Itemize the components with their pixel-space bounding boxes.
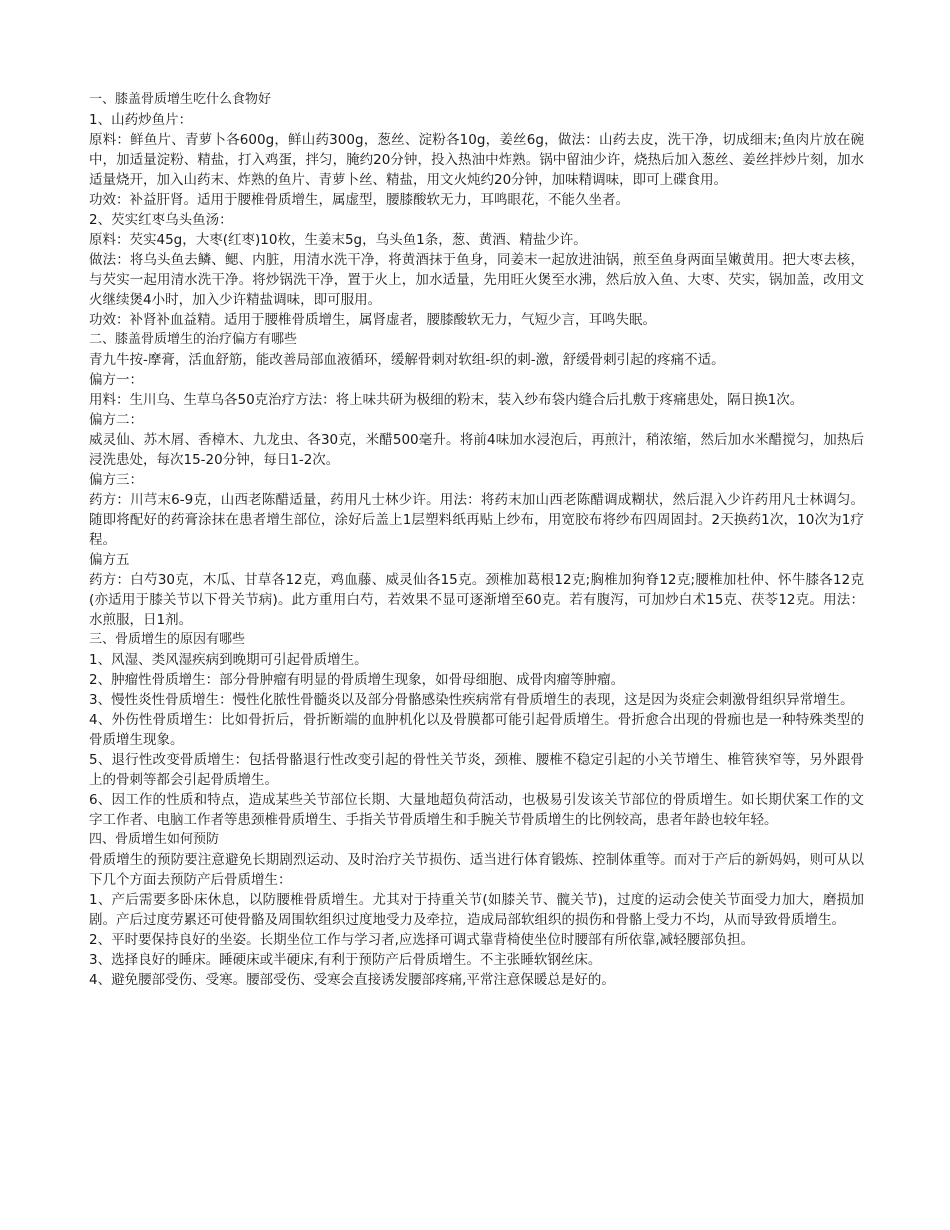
paragraph: 1、风湿、类风湿疾病到晚期可引起骨质增生。	[89, 652, 368, 668]
paragraph: 偏方一：	[89, 372, 143, 388]
paragraph: 偏方二：	[89, 412, 143, 428]
paragraph: 4、避免腰部受伤、受寒。腰部受伤、受寒会直接诱发腰部疼痛,平常注意保暖总是好的。	[89, 972, 615, 988]
paragraph: 1、山药炒鱼片：	[89, 112, 193, 128]
paragraph: 功效：补益肝肾。适用于腰椎骨质增生，属虚型，腰膝酸软无力，耳鸣眼花，不能久坐者。	[89, 192, 629, 208]
section-heading: 一、膝盖骨质增生吃什么食物好	[89, 92, 272, 107]
paragraph: 用料：生川乌、生草乌各50克治疗方法：将上味共研为极细的粉末，装入纱布袋内缝合后扎敷于疼痛患处，隔日换1次。	[89, 392, 804, 408]
paragraph: 5、退行性改变骨质增生：包括骨骼退行性改变引起的骨性关节炎，颈椎、腰椎不稳定引起的小关节增生、椎管狭窄等，另外跟骨上的骨刺等都会引起骨质增生。	[89, 752, 864, 788]
paragraph: 偏方三：	[89, 472, 143, 488]
paragraph: 6、因工作的性质和特点，造成某些关节部位长期、大量地超负荷活动，也极易引发该关节部位的骨质增生。如长期伏案工作的文字工作者、电脑工作者等患颈椎骨质增生、手指关节骨质增生和手腕关节骨质增生的比例较高，患者年龄也较年轻。	[89, 792, 864, 828]
paragraph: 偏方五	[89, 552, 130, 568]
paragraph: 青九牛按-摩膏，活血舒筋，能改善局部血液循环，缓解骨刺对软组-织的刺-激，舒缓骨刺引起的疼痛不适。	[89, 352, 725, 368]
paragraph: 威灵仙、苏木屑、香樟木、九龙虫、各30克，米醋500毫升。将前4味加水浸泡后，再煎汁，稍浓缩，然后加水米醋搅匀，加热后浸洗患处，每次15-20分钟，每日1-2次。	[89, 432, 864, 468]
paragraph: 药方：川芎末6-9克，山西老陈醋适量，药用凡士林少许。用法：将药末加山西老陈醋调成糊状，然后混入少许药用凡士林调匀。随即将配好的药膏涂抹在患者增生部位，涂好后盖上1层塑料纸再贴上纱布，用宽胶布将纱布四周固封。2天换药1次，10次为1疗程。	[89, 492, 864, 548]
section-heading: 二、膝盖骨质增生的治疗偏方有哪些	[89, 332, 298, 347]
paragraph: 2、肿瘤性骨质增生：部分骨肿瘤有明显的骨质增生现象，如骨母细胞、成骨肉瘤等肿瘤。	[89, 672, 625, 688]
section-heading: 四、骨质增生如何预防	[89, 832, 220, 847]
paragraph: 原料：芡实45g，大枣(红枣)10枚，生姜末5g，乌头鱼1条，葱、黄酒、精盐少许。	[89, 232, 587, 248]
paragraph: 1、产后需要多卧床休息，以防腰椎骨质增生。尤其对于持重关节(如膝关节、髋关节)，过度的运动会使关节面受力加大，磨损加剧。产后过度劳累还可使骨骼及周围软组织过度地受力及牵拉，造成局部软组织的损伤和骨骼上受力不均，从而导致骨质增生。	[89, 892, 864, 928]
paragraph: 原料：鲜鱼片、青萝卜各600g，鲜山药300g，葱丝、淀粉各10g，姜丝6g，做法：山药去皮，洗干净，切成细末;鱼肉片放在碗中，加适量淀粉、精盐，打入鸡蛋，拌匀，腌约20分钟，投入热油中炸熟。锅中留油少许，烧热后加入葱丝、姜丝拌炒片刻，加水适量烧开，加入山药末、炸熟的鱼片、青萝卜丝、精盐，用文火炖约20分钟，加味精调味，即可上碟食用。	[89, 132, 864, 188]
paragraph: 3、慢性炎性骨质增生：慢性化脓性骨髓炎以及部分骨骼感染性疾病常有骨质增生的表现，这是因为炎症会刺激骨组织异常增生。	[89, 692, 854, 708]
section-heading: 三、骨质增生的原因有哪些	[89, 632, 246, 647]
paragraph: 药方：白芍30克，木瓜、甘草各12克，鸡血藤、威灵仙各15克。颈椎加葛根12克;胸椎加狗脊12克;腰椎加杜仲、怀牛膝各12克(亦适用于膝关节以下骨关节病)。此方重用白芍，若效果不显可逐渐增至60克。若有腹泻，可加炒白术15克、茯苓12克。用法：水煎服，日1剂。	[89, 572, 864, 628]
paragraph: 2、平时要保持良好的坐姿。长期坐位工作与学习者,应选择可调式靠背椅使坐位时腰部有所依靠,减轻腰部负担。	[89, 932, 755, 948]
paragraph: 骨质增生的预防要注意避免长期剧烈运动、及时治疗关节损伤、适当进行体育锻炼、控制体重等。而对于产后的新妈妈，则可从以下几个方面去预防产后骨质增生：	[89, 852, 864, 888]
paragraph: 做法：将乌头鱼去鳞、鳃、内脏，用清水洗干净，将黄酒抹于鱼身，同姜末一起放进油锅，煎至鱼身两面呈嫩黄用。把大枣去核，与芡实一起用清水洗干净。将炒锅洗干净，置于火上，加水适量，先用旺火煲至水沸，然后放入鱼、大枣、芡实，锅加盖，改用文火继续煲4小时，加入少许精盐调味，即可服用。	[89, 252, 864, 308]
document-body	[89, 90, 864, 990]
paragraph: 2、芡实红枣乌头鱼汤：	[89, 212, 233, 228]
paragraph: 3、选择良好的睡床。睡硬床或半硬床,有利于预防产后骨质增生。不主张睡软钢丝床。	[89, 952, 602, 968]
paragraph: 4、外伤性骨质增生：比如骨折后，骨折断端的血肿机化以及骨膜都可能引起骨质增生。骨折愈合出现的骨痂也是一种特殊类型的骨质增生现象。	[89, 712, 864, 748]
paragraph: 功效：补肾补血益精。适用于腰椎骨质增生，属肾虚者，腰膝酸软无力，气短少言，耳鸣失眠。	[89, 312, 656, 328]
